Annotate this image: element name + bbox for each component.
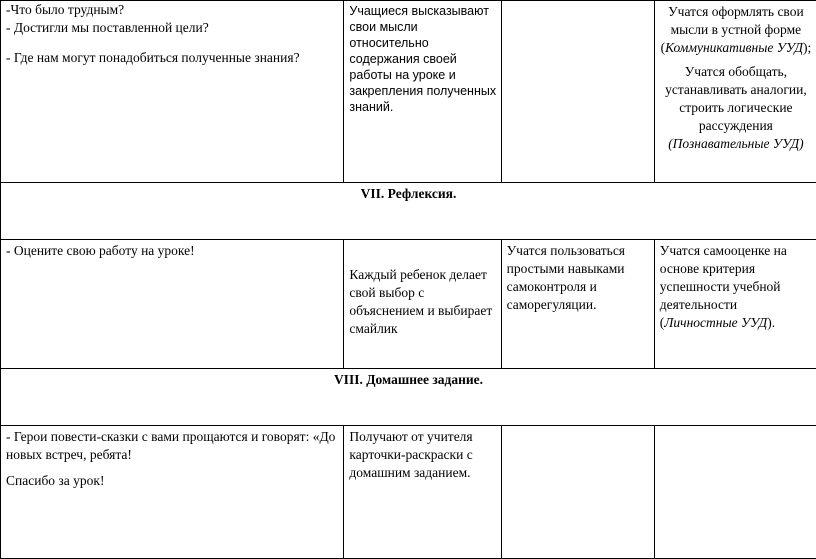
empty-cell	[501, 1, 654, 183]
empty-cell	[654, 426, 816, 559]
communicative-uud-text: Учатся оформлять свои мысли в устной форме (Коммуникативные УУД);	[660, 3, 812, 57]
section-row	[1, 183, 816, 240]
section-heading-homework: VIII. Домашнее задание.	[1, 369, 816, 426]
skills-cell: Учатся пользоваться простыми навыками самоконтроля и саморегуляции.	[501, 240, 654, 369]
personal-uud-text: Учатся самооценке на основе критерия успешности учебной деятельности (Личностные УУД).	[655, 240, 816, 332]
teacher-prompt-cell	[1, 426, 344, 559]
section-row	[1, 369, 816, 426]
teacher-prompt-cell: - Оцените свою работу на уроке!	[1, 240, 344, 369]
empty-cell	[501, 426, 654, 559]
table-row	[1, 1, 816, 183]
student-activity-text: Учащиеся высказывают свои мысли относительно содержания своей работы на уроке и закрепления полученных знаний.	[344, 1, 500, 115]
uud-cell	[654, 1, 816, 183]
question-knowledge: - Где нам могут понадобиться полученные знания?	[6, 49, 339, 67]
table-row	[1, 426, 816, 559]
farewell-text: - Герои повести-сказки с вами прощаются и говорят: «До новых встреч, ребята!	[6, 428, 339, 464]
student-activity-cell	[344, 1, 501, 183]
teacher-questions-cell	[1, 1, 344, 183]
cognitive-uud-text: Учатся обобщать, устанавливать аналогии, строить логические рассуждения (Познавательные УУД)	[660, 63, 812, 153]
student-activity-cell: Каждый ребенок делает свой выбор с объяснением и выбирает смайлик	[344, 240, 501, 369]
student-activity-cell: Получают от учителя карточки-раскраски с домашним заданием.	[344, 426, 501, 559]
question-difficult: -Что было трудным?	[6, 1, 339, 19]
thanks-text: Спасибо за урок!	[6, 472, 339, 490]
table-row	[1, 240, 816, 369]
question-goal: - Достигли мы поставленной цели?	[6, 19, 339, 37]
uud-cell	[654, 240, 816, 369]
section-heading-reflection: VII. Рефлексия.	[1, 183, 816, 240]
